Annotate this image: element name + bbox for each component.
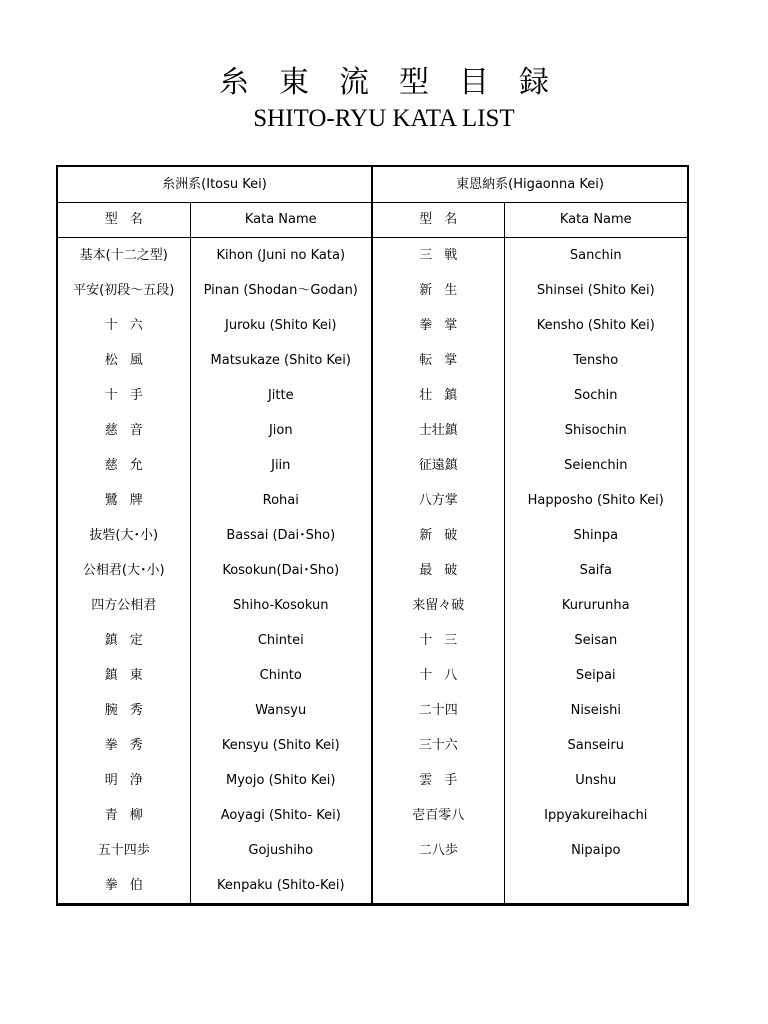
kata-name-itosu	[190, 343, 372, 378]
kata-jp-itosu	[57, 308, 190, 343]
table-row	[57, 378, 688, 413]
kata-jp-higaonna-text: 雲手	[419, 772, 470, 788]
kata-jp-higaonna-text: 新破	[419, 527, 470, 543]
kata-name-itosu-text: Matsukaze (Shito Kei)	[210, 352, 351, 368]
kata-jp-itosu	[57, 868, 190, 905]
table-row	[57, 553, 688, 588]
kata-jp-itosu-text: 拳秀	[104, 737, 155, 753]
kata-name-higaonna-text: Niseishi	[570, 702, 621, 718]
kata-jp-higaonna	[372, 413, 504, 448]
kata-name-higaonna	[504, 588, 688, 623]
kata-name-higaonna	[504, 273, 688, 308]
kata-jp-higaonna-text: 最破	[419, 562, 470, 578]
kata-jp-higaonna	[372, 763, 504, 798]
kata-jp-itosu	[57, 833, 190, 868]
kata-jp-itosu	[57, 413, 190, 448]
kata-jp-itosu	[57, 728, 190, 763]
kata-name-higaonna-text: Seisan	[574, 632, 618, 648]
table-row	[57, 658, 688, 693]
kata-name-itosu-text: Pinan (Shodan〜Godan)	[203, 282, 358, 298]
kata-name-itosu-text: Aoyagi (Shito- Kei)	[220, 807, 341, 823]
kata-name-itosu	[190, 728, 372, 763]
kata-jp-higaonna	[372, 798, 504, 833]
kata-name-higaonna	[504, 763, 688, 798]
kata-name-itosu-text: Kosokun(Dai･Sho)	[222, 562, 340, 578]
kata-jp-itosu-text: 鎮東	[104, 667, 155, 683]
kata-name-higaonna	[504, 658, 688, 693]
kata-name-itosu	[190, 763, 372, 798]
kata-name-itosu	[190, 273, 372, 308]
kata-name-higaonna	[504, 623, 688, 658]
kata-name-itosu	[190, 448, 372, 483]
kata-name-higaonna-text: Tensho	[573, 352, 619, 368]
kata-jp-itosu-text: 基本(十二之型)	[79, 247, 168, 263]
kata-name-higaonna-text: Kururunha	[561, 597, 630, 613]
kata-name-itosu-text: Jion	[268, 422, 293, 438]
kata-name-higaonna	[504, 343, 688, 378]
table-row	[57, 693, 688, 728]
table-row	[57, 798, 688, 833]
kata-jp-higaonna	[372, 273, 504, 308]
page-title-japanese: 糸東流型目録	[219, 65, 579, 100]
kata-jp-higaonna	[372, 343, 504, 378]
kata-table	[56, 165, 689, 906]
kata-jp-higaonna-text: 壱百零八	[412, 807, 465, 823]
kata-name-itosu	[190, 798, 372, 833]
kata-name-itosu	[190, 483, 372, 518]
kata-jp-higaonna	[372, 238, 504, 274]
kata-jp-higaonna	[372, 693, 504, 728]
kata-jp-itosu-text: 拳伯	[104, 877, 155, 893]
kata-name-itosu	[190, 553, 372, 588]
kata-jp-higaonna	[372, 728, 504, 763]
kata-jp-itosu	[57, 273, 190, 308]
kata-jp-higaonna-text: 征遠鎮	[418, 457, 458, 473]
kata-jp-higaonna	[372, 553, 504, 588]
kata-name-higaonna-text: Shisochin	[564, 422, 627, 438]
kata-jp-itosu	[57, 483, 190, 518]
kata-jp-higaonna-text: 八方掌	[418, 492, 458, 508]
kata-name-higaonna	[504, 518, 688, 553]
kata-jp-itosu	[57, 693, 190, 728]
kata-name-higaonna	[504, 833, 688, 868]
kata-jp-higaonna	[372, 588, 504, 623]
kata-jp-higaonna	[372, 448, 504, 483]
column-header-kata-name-left: Kata Name	[190, 203, 372, 238]
kata-jp-itosu-text: 腕秀	[104, 702, 155, 718]
kata-name-higaonna-text: Sochin	[574, 387, 618, 403]
kata-jp-itosu	[57, 448, 190, 483]
kata-jp-itosu	[57, 238, 190, 274]
kata-jp-itosu-text: 五十四歩	[97, 842, 150, 858]
kata-name-itosu-text: Rohai	[262, 492, 299, 508]
column-header-kata-jp-right: 型名	[372, 203, 504, 238]
kata-jp-itosu	[57, 798, 190, 833]
page-title-english: SHITO-RYU KATA LIST	[253, 105, 515, 132]
kata-name-itosu-text: Gojushiho	[248, 842, 314, 858]
kata-name-higaonna-text: Saifa	[579, 562, 612, 578]
table-row	[57, 588, 688, 623]
kata-name-higaonna	[504, 413, 688, 448]
kata-name-itosu	[190, 518, 372, 553]
kata-jp-itosu-text: 慈允	[104, 457, 155, 473]
kata-jp-itosu-text: 十六	[104, 317, 155, 333]
kata-name-itosu-text: Wansyu	[255, 702, 307, 718]
kata-jp-higaonna-text: 士壮鎮	[418, 422, 458, 438]
kata-jp-higaonna	[372, 833, 504, 868]
kata-name-itosu	[190, 658, 372, 693]
kata-name-itosu	[190, 308, 372, 343]
table-row	[57, 518, 688, 553]
kata-jp-higaonna-text: 新生	[419, 282, 470, 298]
kata-jp-itosu	[57, 378, 190, 413]
kata-name-itosu-text: Chinto	[259, 667, 302, 683]
table-row	[57, 483, 688, 518]
table-row	[57, 728, 688, 763]
kata-jp-itosu-text: 四方公相君	[91, 597, 157, 613]
kata-jp-itosu-text: 鎮定	[104, 632, 155, 648]
kata-name-higaonna	[504, 483, 688, 518]
kata-jp-itosu	[57, 518, 190, 553]
kata-name-higaonna-text: Happosho (Shito Kei)	[527, 492, 664, 508]
kata-jp-higaonna-text: 十三	[419, 632, 470, 648]
table-row	[57, 623, 688, 658]
kata-jp-higaonna	[372, 658, 504, 693]
kata-name-itosu-text: Myojo (Shito Kei)	[226, 772, 336, 788]
kata-name-higaonna	[504, 308, 688, 343]
kata-name-itosu-text: Jitte	[267, 387, 294, 403]
kata-jp-itosu-text: 明浄	[104, 772, 155, 788]
kata-jp-itosu-text: 抜砦(大･小)	[89, 527, 159, 543]
kata-name-itosu	[190, 378, 372, 413]
kata-name-itosu-text: Bassai (Dai･Sho)	[226, 527, 336, 543]
kata-jp-higaonna	[372, 483, 504, 518]
kata-jp-itosu-text: 青柳	[104, 807, 155, 823]
kata-name-higaonna-text: Sanchin	[569, 247, 622, 263]
kata-name-higaonna	[504, 798, 688, 833]
kata-jp-itosu-text: 平安(初段〜五段)	[73, 282, 175, 298]
kata-jp-higaonna	[372, 308, 504, 343]
kata-name-higaonna	[504, 693, 688, 728]
kata-name-higaonna-text: Seipai	[575, 667, 616, 683]
kata-name-higaonna-text: Sanseiru	[567, 737, 624, 753]
kata-jp-itosu	[57, 658, 190, 693]
kata-name-itosu	[190, 238, 372, 274]
kata-name-itosu-text: Kenpaku (Shito-Kei)	[216, 877, 345, 893]
table-row	[57, 413, 688, 448]
group-header-row	[57, 166, 688, 203]
kata-name-higaonna-text: Unshu	[575, 772, 617, 788]
table-row	[57, 273, 688, 308]
kata-jp-higaonna-text: 三戦	[419, 247, 470, 263]
kata-jp-higaonna	[372, 378, 504, 413]
kata-name-itosu-text: Chintei	[257, 632, 304, 648]
kata-name-higaonna-text: Seienchin	[564, 457, 628, 473]
kata-name-itosu	[190, 588, 372, 623]
kata-name-higaonna-text: Nipaipo	[571, 842, 621, 858]
kata-jp-itosu-text: 公相君(大･小)	[82, 562, 165, 578]
kata-name-itosu-text: Kihon (Juni no Kata)	[216, 247, 346, 263]
kata-jp-higaonna-text: 二八歩	[418, 842, 458, 858]
kata-jp-higaonna	[372, 518, 504, 553]
kata-jp-itosu	[57, 623, 190, 658]
kata-name-higaonna-text: Shinsei (Shito Kei)	[536, 282, 655, 298]
group-header-higaonna: 東恩納系(Higaonna Kei)	[372, 166, 688, 203]
table-row	[57, 763, 688, 798]
column-header-row	[57, 203, 688, 238]
kata-jp-itosu-text: 十手	[104, 387, 155, 403]
kata-jp-higaonna-text: 壮鎮	[419, 387, 470, 403]
kata-name-higaonna	[504, 868, 688, 905]
kata-name-higaonna-text: Kensho (Shito Kei)	[536, 317, 655, 333]
kata-jp-itosu-text: 松風	[104, 352, 155, 368]
table-row	[57, 343, 688, 378]
column-header-kata-jp-left: 型名	[57, 203, 190, 238]
kata-name-itosu-text: Shiho-Kosokun	[233, 597, 329, 613]
kata-jp-higaonna-text: 三十六	[418, 737, 458, 753]
kata-name-itosu	[190, 623, 372, 658]
kata-jp-higaonna	[372, 868, 504, 905]
kata-jp-higaonna-text: 拳掌	[419, 317, 470, 333]
kata-jp-itosu	[57, 553, 190, 588]
kata-name-itosu-text: Kensyu (Shito Kei)	[221, 737, 340, 753]
table-row	[57, 833, 688, 868]
kata-name-itosu-text: Jiin	[271, 457, 291, 473]
group-header-itosu: 糸洲系(Itosu Kei)	[57, 166, 372, 203]
kata-jp-higaonna-text: 来留々破	[412, 597, 465, 613]
column-header-kata-name-right: Kata Name	[504, 203, 688, 238]
kata-jp-higaonna-text: 転掌	[419, 352, 470, 368]
table-row	[57, 868, 688, 905]
kata-jp-higaonna-text: 十八	[419, 667, 470, 683]
kata-name-higaonna	[504, 553, 688, 588]
kata-jp-itosu	[57, 763, 190, 798]
kata-jp-higaonna	[372, 623, 504, 658]
kata-name-itosu	[190, 413, 372, 448]
kata-table-body	[57, 166, 688, 905]
kata-name-higaonna	[504, 448, 688, 483]
kata-name-itosu-text: Juroku (Shito Kei)	[225, 317, 337, 333]
kata-name-itosu	[190, 693, 372, 728]
kata-name-higaonna	[504, 728, 688, 763]
kata-name-itosu	[190, 833, 372, 868]
kata-jp-higaonna-text: 二十四	[418, 702, 458, 718]
table-row	[57, 308, 688, 343]
kata-jp-itosu-text: 慈音	[104, 422, 155, 438]
kata-name-higaonna	[504, 378, 688, 413]
table-row	[57, 238, 688, 274]
table-row	[57, 448, 688, 483]
kata-jp-itosu	[57, 588, 190, 623]
kata-name-higaonna-text: Ippyakureihachi	[544, 807, 648, 823]
kata-jp-itosu	[57, 343, 190, 378]
kata-name-higaonna-text: Shinpa	[573, 527, 619, 543]
kata-name-itosu	[190, 868, 372, 905]
kata-name-higaonna	[504, 238, 688, 274]
kata-jp-itosu-text: 鷺牌	[104, 492, 155, 508]
